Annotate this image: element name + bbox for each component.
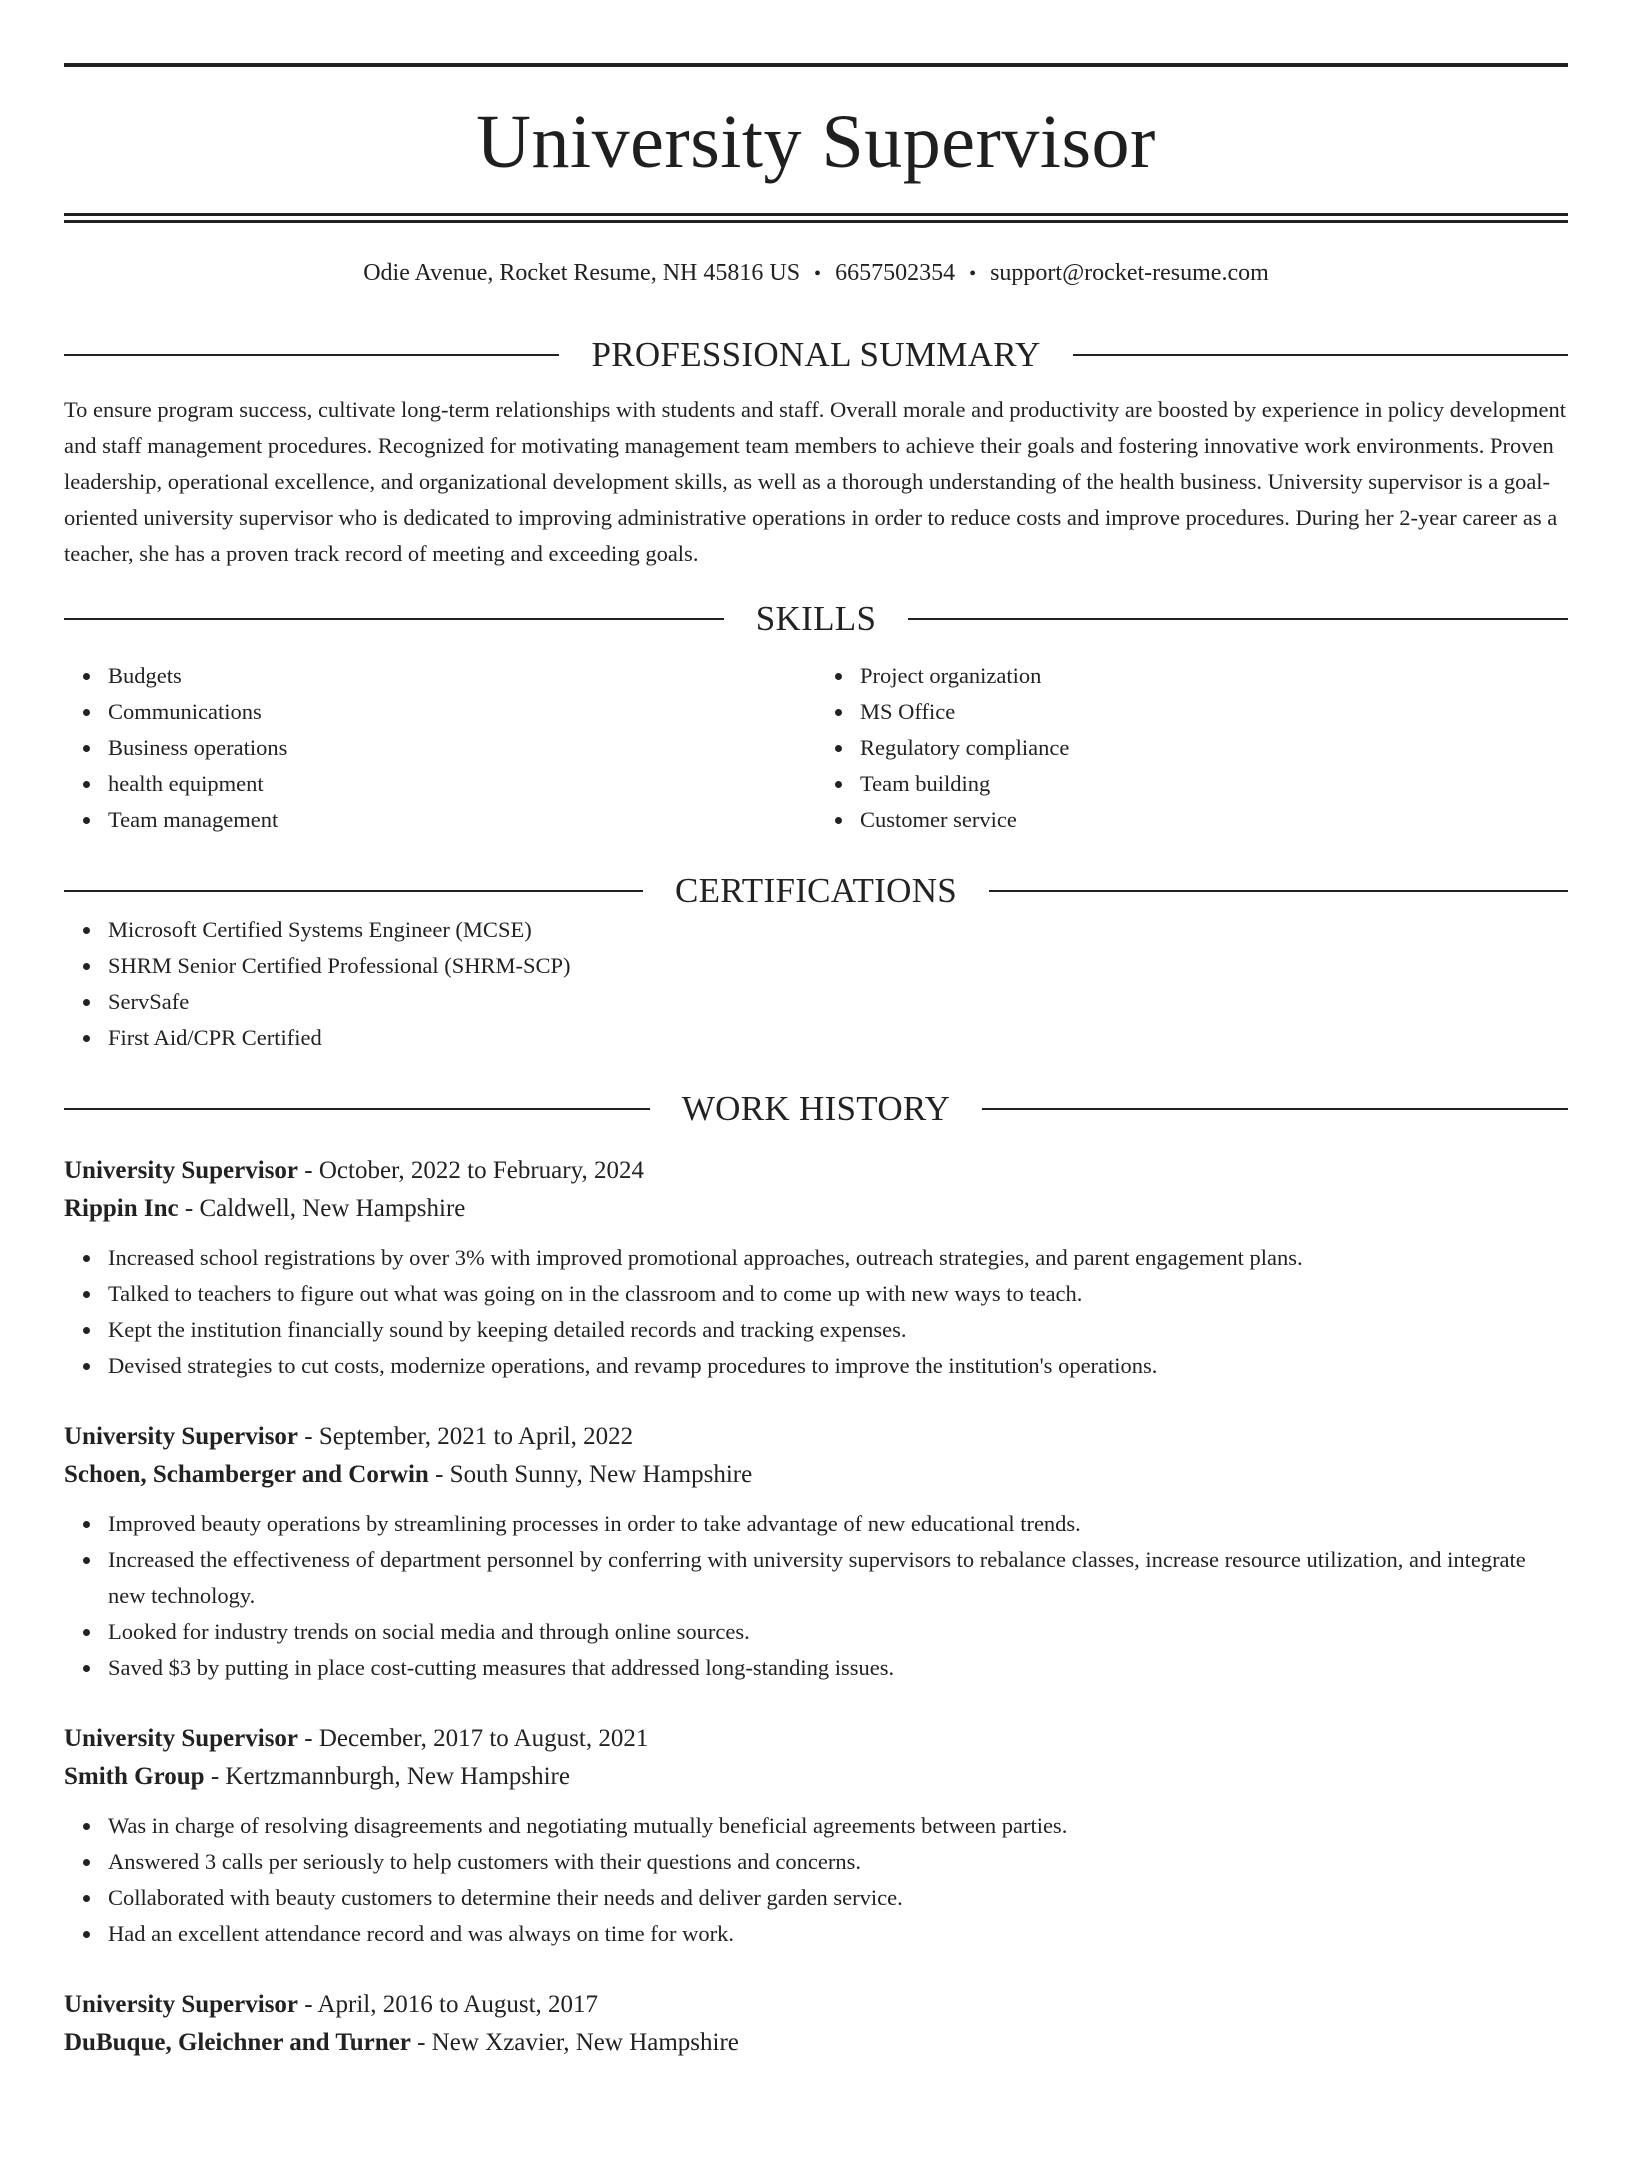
list-item: health equipment [108,766,816,802]
section-title: CERTIFICATIONS [674,871,958,910]
list-item: Team building [860,766,1568,802]
job-company: Schoen, Schamberger and Corwin [64,1461,429,1488]
list-item: Business operations [108,730,816,766]
job-company: Smith Group [64,1763,205,1790]
job-location: - Caldwell, New Hampshire [178,1195,466,1222]
job-location: - Kertzmannburgh, New Hampshire [204,1763,570,1790]
section-rule [1073,354,1568,356]
job-title-line [64,1986,1568,2024]
job-role: University Supervisor [64,1991,299,2018]
job-dates: - April, 2016 to August, 2017 [298,1991,599,2018]
list-item: Customer service [860,802,1568,838]
list-item: Regulatory compliance [860,730,1568,766]
job-company-line [64,1456,1568,1494]
section-rule [64,890,643,892]
section-header-summary [64,334,1568,376]
contact-address: Odie Avenue, Rocket Resume, NH 45816 US [363,260,801,286]
section-header-skills [64,598,1568,640]
list-item: Project organization [860,658,1568,694]
list-item: Devised strategies to cut costs, modernize operations, and revamp procedures to improve the institution's operations. [108,1348,1568,1384]
contact-email[interactable]: support@rocket-resume.com [990,260,1269,286]
job-bullets [64,1506,1568,1686]
resume-page [0,63,1632,2175]
list-item: MS Office [860,694,1568,730]
list-item: Kept the institution financially sound by keeping detailed records and tracking expenses. [108,1312,1568,1348]
job-bullets [64,1808,1568,1952]
section-rule [908,618,1568,620]
section-rule [989,890,1568,892]
section-title: WORK HISTORY [681,1089,951,1128]
work-history-list [64,1152,1568,2062]
section-header-work-history [64,1088,1568,1130]
section-rule [64,1108,650,1110]
section-header-certifications [64,870,1568,912]
contact-separator: • [814,263,822,285]
contact-line [64,257,1568,290]
job-role: University Supervisor [64,1725,299,1752]
list-item: First Aid/CPR Certified [108,1020,1568,1056]
job-company-line [64,1758,1568,1796]
job-dates: - December, 2017 to August, 2021 [298,1725,649,1752]
list-item: Microsoft Certified Systems Engineer (MCSE) [108,912,1568,948]
job-location: - South Sunny, New Hampshire [428,1461,753,1488]
job-title-line [64,1418,1568,1456]
list-item: ServSafe [108,984,1568,1020]
job-company: DuBuque, Gleichner and Turner [64,2029,411,2056]
double-rule [64,213,1568,223]
job-company-line [64,1190,1568,1228]
list-item: Answered 3 calls per seriously to help customers with their questions and concerns. [108,1844,1568,1880]
skills-list-right [816,658,1568,838]
job-entry [64,1720,1568,1952]
summary-text: To ensure program success, cultivate long-term relationships with students and staff. Overall morale and productivity are boosted by experience in policy development and staff management procedures. Recognized for motivating management team members to achieve their goals and fostering innovative work environments. Proven leadership, operational excellence, and organizational development skills, as well as a thorough understanding of the health business. University supervisor is a goal-oriented university supervisor who is dedicated to improving administrative operations in order to reduce costs and improve procedures. During her 2-year career as a teacher, she has a proven track record of meeting and exceeding goals. [64,397,1566,566]
job-entry [64,1152,1568,1384]
job-bullets [64,1240,1568,1384]
certifications-list [64,912,1568,1056]
contact-phone: 6657502354 [835,260,956,286]
job-dates: - October, 2022 to February, 2024 [298,1157,644,1184]
skills-list-left [64,658,816,838]
job-location: - New Xzavier, New Hampshire [410,2029,739,2056]
job-role: University Supervisor [64,1423,299,1450]
list-item: Team management [108,802,816,838]
section-title: SKILLS [755,599,877,638]
resume-name: University Supervisor [476,100,1156,184]
top-rule [64,63,1568,67]
contact-separator: • [969,263,977,285]
list-item: Talked to teachers to figure out what was going on in the classroom and to come up with new ways to teach. [108,1276,1568,1312]
section-title: PROFESSIONAL SUMMARY [591,335,1041,374]
job-company-line [64,2024,1568,2062]
job-entry [64,1418,1568,1686]
list-item: Communications [108,694,816,730]
list-item: Collaborated with beauty customers to determine their needs and deliver garden service. [108,1880,1568,1916]
list-item: Increased the effectiveness of department personnel by conferring with university supervisors to rebalance classes, increase resource utilization, and integrate new technology. [108,1542,1568,1614]
list-item: Improved beauty operations by streamlining processes in order to take advantage of new educational trends. [108,1506,1568,1542]
section-rule [64,354,559,356]
job-title-line [64,1152,1568,1190]
job-company: Rippin Inc [64,1195,179,1222]
job-title-line [64,1720,1568,1758]
list-item: SHRM Senior Certified Professional (SHRM-SCP) [108,948,1568,984]
list-item: Looked for industry trends on social media and through online sources. [108,1614,1568,1650]
job-dates: - September, 2021 to April, 2022 [298,1423,634,1450]
job-entry [64,1986,1568,2062]
skills-columns [64,658,1568,838]
section-rule [64,618,724,620]
job-role: University Supervisor [64,1157,299,1184]
list-item: Budgets [108,658,816,694]
list-item: Had an excellent attendance record and was always on time for work. [108,1916,1568,1952]
list-item: Increased school registrations by over 3% with improved promotional approaches, outreach strategies, and parent engagement plans. [108,1240,1568,1276]
list-item: Was in charge of resolving disagreements and negotiating mutually beneficial agreements between parties. [108,1808,1568,1844]
list-item: Saved $3 by putting in place cost-cutting measures that addressed long-standing issues. [108,1650,1568,1686]
section-rule [982,1108,1568,1110]
